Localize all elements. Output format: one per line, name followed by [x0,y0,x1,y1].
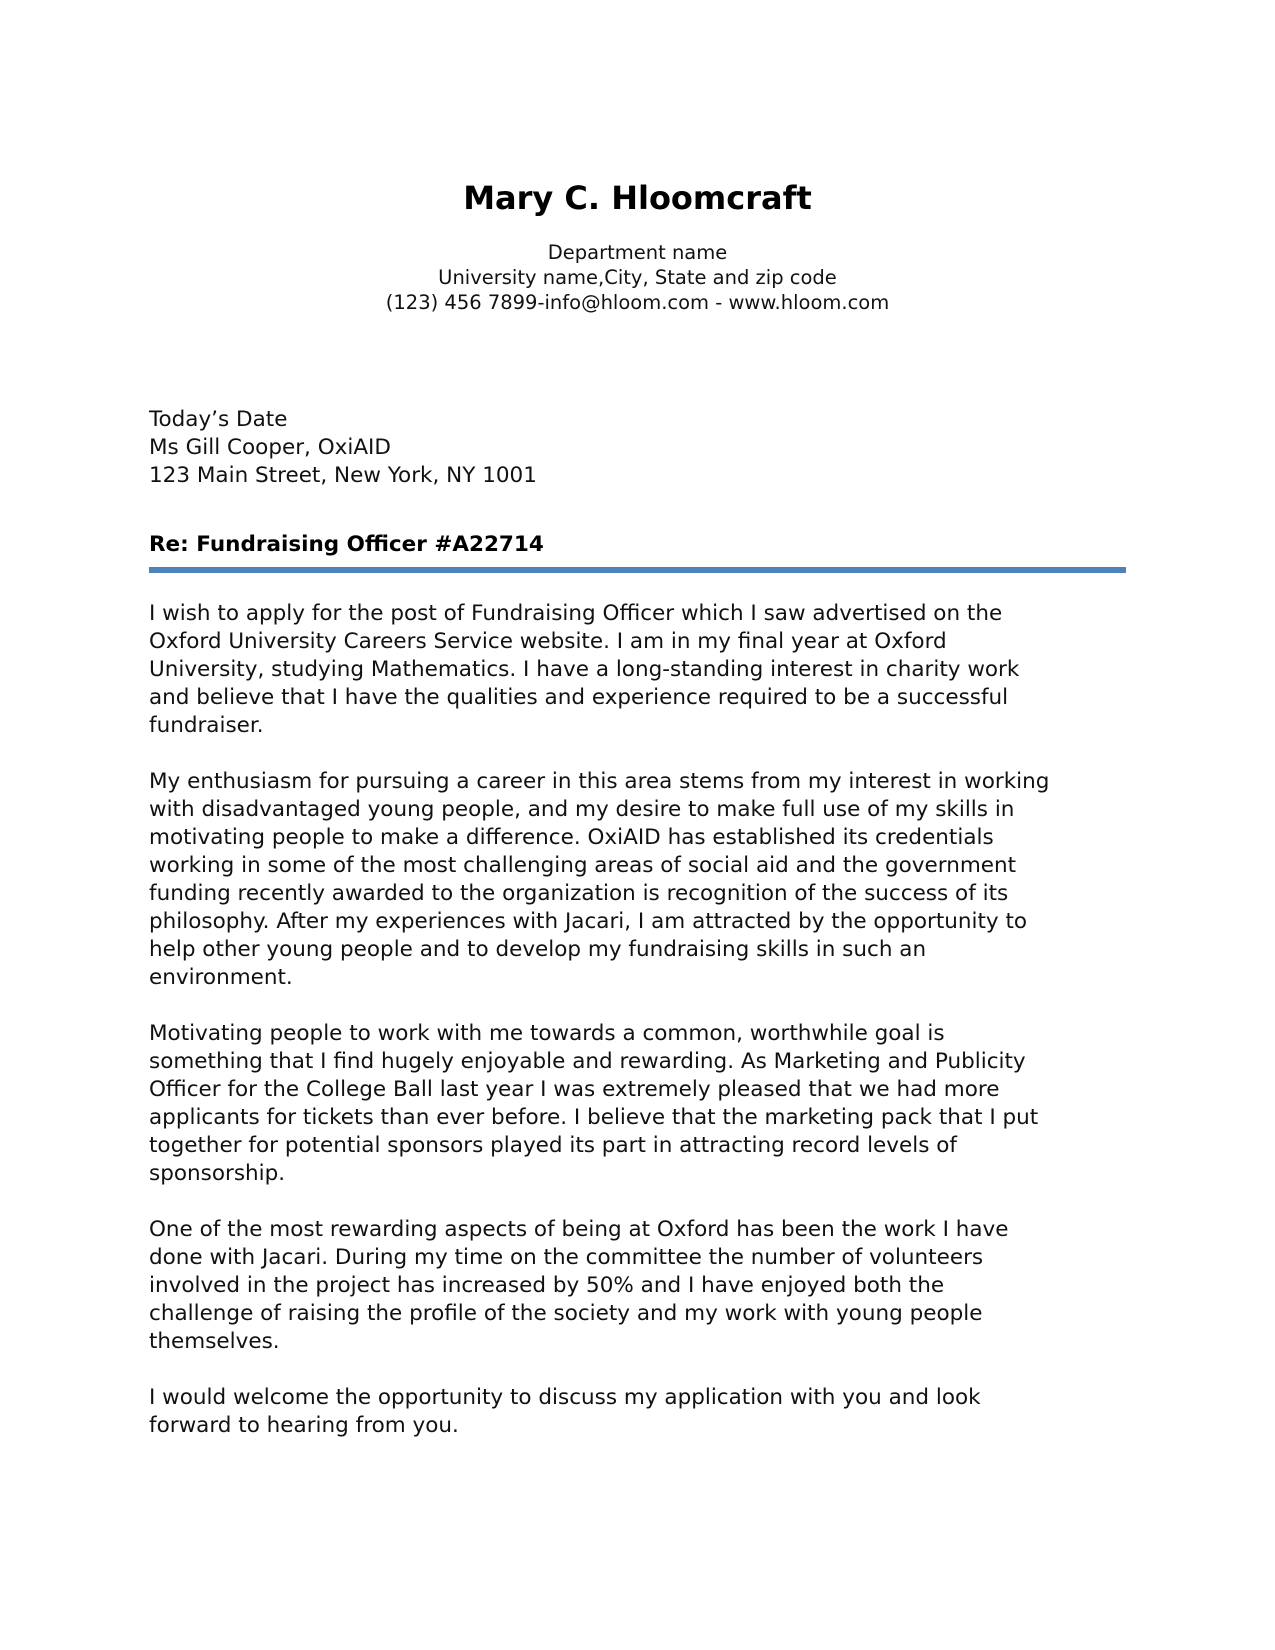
paragraph-line: help other young people and to develop my fundraising skills in such an [149,937,927,962]
paragraph-line: challenge of raising the profile of the society and my work with young people [149,1301,983,1326]
paragraph-line: applicants for tickets than ever before. I believe that the marketing pack that I put [149,1105,1039,1130]
paragraph-line: My enthusiasm for pursuing a career in this area stems from my interest in working [149,769,1050,794]
paragraph-line: philosophy. After my experiences with Jacari, I am attracted by the opportunity to [149,909,1028,934]
body-paragraph [149,1384,1131,1440]
contact-line: (123) 456 7899-info@hloom.com - www.hloom.com [385,291,890,314]
paragraph-line: University, studying Mathematics. I have a long-standing interest in charity work [149,657,1020,682]
body-paragraph [149,1216,1131,1356]
paragraph-line: One of the most rewarding aspects of being at Oxford has been the work I have [149,1217,1009,1242]
letter-header [0,178,1275,315]
paragraph-line: funding recently awarded to the organization is recognition of the success of its [149,881,1009,906]
paragraph-line: Oxford University Careers Service website. I am in my final year at Oxford [149,629,947,654]
paragraph-line: involved in the project has increased by 50% and I have enjoyed both the [149,1273,945,1298]
subject-line: Re: Fundraising Officer #A22714 [149,532,544,557]
paragraph-line: I would welcome the opportunity to discuss my application with you and look [149,1385,981,1410]
paragraph-line: Motivating people to work with me towards a common, worthwhile goal is [149,1021,945,1046]
paragraph-line: done with Jacari. During my time on the committee the number of volunteers [149,1245,984,1270]
paragraph-line: and believe that I have the qualities and experience required to be a successful [149,685,1009,710]
body-paragraph [149,600,1131,740]
letter-body [149,600,1131,1468]
subject-divider [149,567,1126,573]
recipient-block [149,406,1129,490]
department-line: Department name [547,241,728,264]
recipient-name-line: Ms Gill Cooper, OxiAID [149,435,391,460]
paragraph-line: working in some of the most challenging areas of social aid and the government [149,853,1017,878]
recipient-address-line: 123 Main Street, New York, NY 1001 [149,463,537,488]
paragraph-line: something that I find hugely enjoyable and rewarding. As Marketing and Publicity [149,1049,1026,1074]
paragraph-line: sponsorship. [149,1161,286,1186]
paragraph-line: fundraiser. [149,713,264,738]
paragraph-line: environment. [149,965,293,990]
paragraph-line: themselves. [149,1329,280,1354]
paragraph-line: with disadvantaged young people, and my desire to make full use of my skills in [149,797,1015,822]
body-paragraph [149,768,1131,992]
body-paragraph [149,1020,1131,1188]
paragraph-line: Officer for the College Ball last year I was extremely pleased that we had more [149,1077,1000,1102]
paragraph-line: together for potential sponsors played its part in attracting record levels of [149,1133,957,1158]
applicant-name: Mary C. Hloomcraft [463,179,812,217]
date-line: Today’s Date [149,407,288,432]
paragraph-line: motivating people to make a difference. OxiAID has established its credentials [149,825,994,850]
university-line: University name,City, State and zip code [438,266,837,289]
paragraph-line: forward to hearing from you. [149,1413,459,1438]
contact-block [0,240,1275,315]
paragraph-line: I wish to apply for the post of Fundraising Officer which I saw advertised on the [149,601,1003,626]
